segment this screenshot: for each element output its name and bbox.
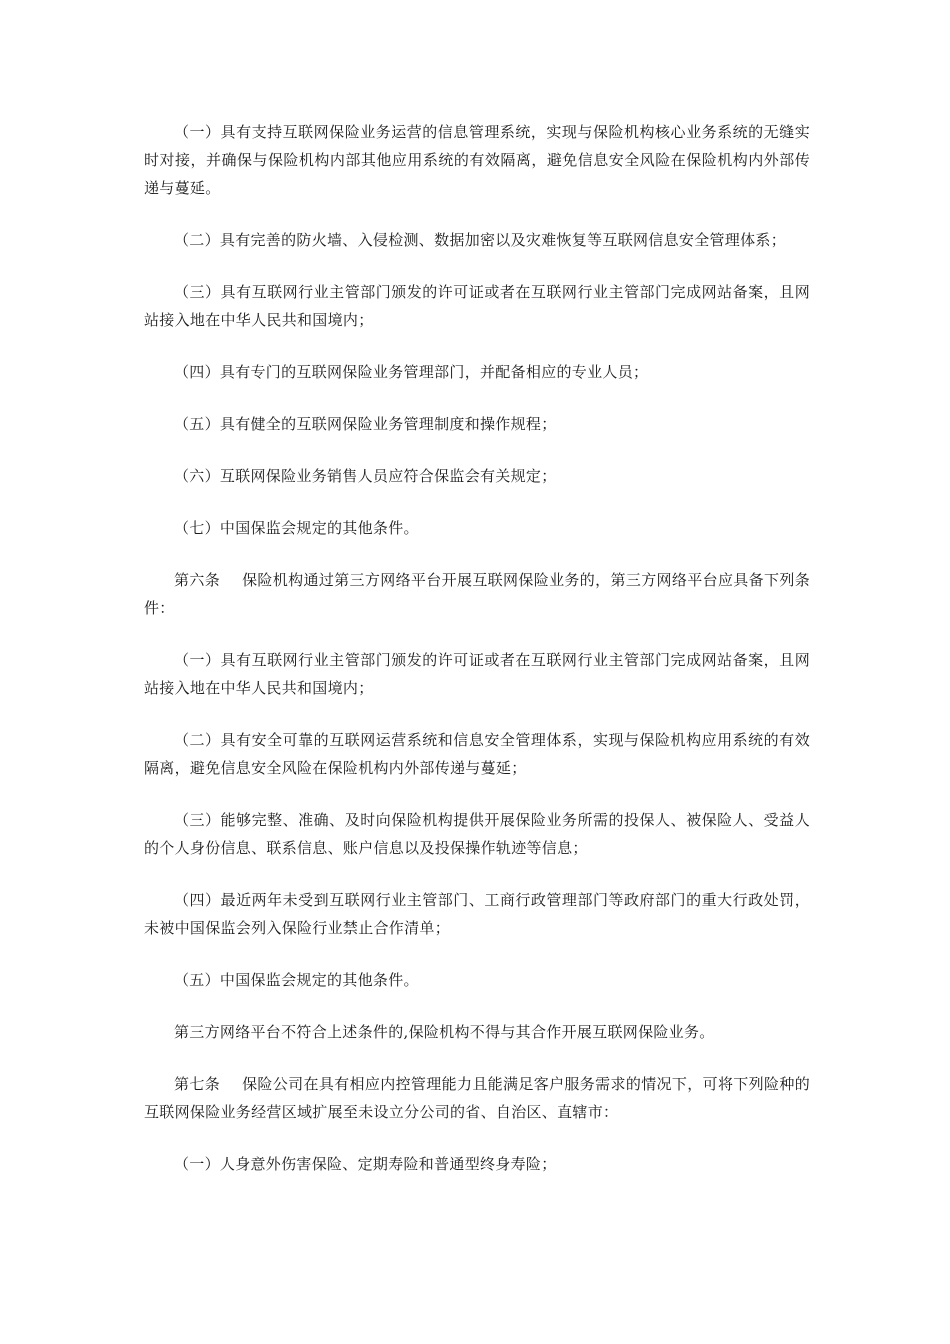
article-6-item-1: （一）具有互联网行业主管部门颁发的许可证或者在互联网行业主管部门完成网站备案，且网站接入地在中华人民共和国境内； (144, 651, 810, 697)
article-6-item-3: （三）能够完整、准确、及时向保险机构提供开展保险业务所需的投保人、被保险人、受益人的个人身份信息、联系信息、账户信息以及投保操作轨迹等信息； (144, 811, 810, 857)
article-6-closing: 第三方网络平台不符合上述条件的,保险机构不得与其合作开展互联网保险业务。 (174, 1023, 715, 1041)
article-6-item-4: （四）最近两年未受到互联网行业主管部门、工商行政管理部门等政府部门的重大行政处罚，未被中国保监会列入保险行业禁止合作清单； (144, 891, 810, 937)
article-7-item-1: （一）人身意外伤害保险、定期寿险和普通型终身寿险； (174, 1155, 557, 1173)
condition-item-1: （一）具有支持互联网保险业务运营的信息管理系统，实现与保险机构核心业务系统的无缝实时对接，并确保与保险机构内部其他应用系统的有效隔离，避免信息安全风险在保险机构内外部传递与蔓延。 (144, 123, 810, 197)
article-6 (144, 566, 810, 622)
condition-item-3: （三）具有互联网行业主管部门颁发的许可证或者在互联网行业主管部门完成网站备案，且网站接入地在中华人民共和国境内； (144, 283, 810, 329)
article-7-text: 保险公司在具有相应内控管理能力且能满足客户服务需求的情况下，可将下列险种的互联网保险业务经营区域扩展至未设立分公司的省、自治区、直辖市： (144, 1075, 810, 1121)
article-6-item-2: （二）具有安全可靠的互联网运营系统和信息安全管理体系，实现与保险机构应用系统的有效隔离，避免信息安全风险在保险机构内外部传递与蔓延； (144, 731, 810, 777)
article-6-text: 保险机构通过第三方网络平台开展互联网保险业务的，第三方网络平台应具备下列条件： (144, 571, 810, 617)
document-body (144, 118, 810, 1202)
condition-item-4: （四）具有专门的互联网保险业务管理部门，并配备相应的专业人员； (174, 363, 649, 381)
condition-item-5: （五）具有健全的互联网保险业务管理制度和操作规程； (174, 415, 557, 433)
article-6-item-5: （五）中国保监会规定的其他条件。 (174, 971, 419, 989)
article-7-number: 第七条 (174, 1075, 221, 1093)
article-7 (144, 1070, 810, 1126)
condition-item-7: （七）中国保监会规定的其他条件。 (174, 519, 419, 537)
condition-item-2: （二）具有完善的防火墙、入侵检测、数据加密以及灾难恢复等互联网信息安全管理体系； (174, 231, 787, 249)
article-6-number: 第六条 (174, 571, 221, 589)
condition-item-6: （六）互联网保险业务销售人员应符合保监会有关规定； (174, 467, 557, 485)
